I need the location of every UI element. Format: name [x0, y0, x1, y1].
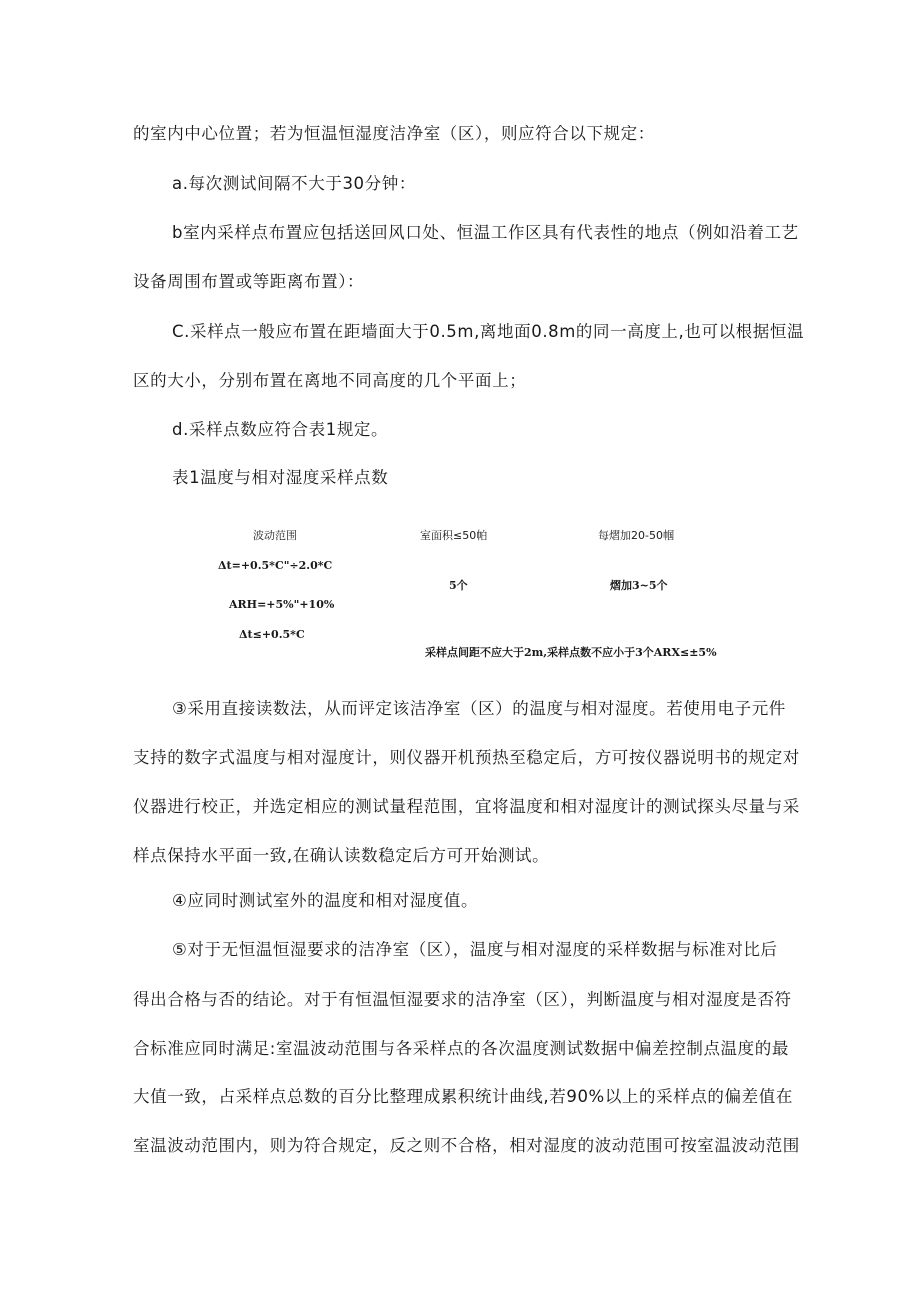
section-5-line2: 得出合格与否的结论。对于有恒温恒湿要求的洁净室（区），判断温度与相对湿度是否符: [133, 990, 792, 1009]
section-5-line1: ⑤对于无恒温恒湿要求的洁净室（区），温度与相对湿度的采样数据与标准对比后: [172, 940, 778, 959]
section-5-line5: 室温波动范围内，则为符合规定，反之则不合格，相对湿度的波动范围可按室温波动范围: [133, 1136, 800, 1155]
table-count-row1: 5个: [449, 579, 468, 592]
table-title: 表1温度与相对湿度采样点数: [172, 468, 389, 487]
table-header-range: 波动范围: [253, 529, 297, 542]
paragraph-intro: 的室内中心位置；若为恒温恒湿度洁净室（区），则应符合以下规定：: [133, 124, 655, 143]
table-range-row1: Δt=+0.5*C"÷2.0*C: [218, 559, 333, 572]
rule-b-line2: 设备周围布置或等距离布置）：: [133, 272, 365, 291]
rule-a: a.每次测试间隔不大于30分钟：: [172, 174, 416, 193]
section-3-line1: ③采用直接读数法，从而评定该洁净室（区）的温度与相对湿度。若使用电子元件: [172, 699, 786, 718]
table-note-row3: 采样点间距不应大于2m,采样点数不应小于3个ARX≤±5%: [425, 646, 717, 659]
rule-c-line1: C.采样点一般应布置在距墙面大于0.5m,离地面0.8m的同一高度上,也可以根据恒温: [172, 322, 805, 341]
table-range-row2: ARH=+5%"+10%: [229, 598, 335, 611]
table-add-row1: 熠加3~5个: [610, 579, 668, 592]
rule-c-line2: 区的大小，分别布置在离地不同高度的几个平面上；: [133, 371, 527, 390]
section-5-line3: 合标准应同时满足:室温波动范围与各采样点的各次温度测试数据中偏差控制点温度的最: [133, 1039, 789, 1058]
section-3-line2: 支持的数字式温度与相对湿度计，则仪器开机预热至稳定后，方可按仪器说明书的规定对: [133, 748, 800, 767]
rule-b-line1: b室内采样点布置应包括送回风口处、恒温工作区具有代表性的地点（例如沿着工艺: [172, 223, 799, 242]
table-header-increment: 每熠加20-50帼: [598, 529, 674, 542]
rule-d: d.采样点数应符合表1规定。: [172, 420, 389, 439]
section-4: ④应同时测试室外的温度和相对湿度值。: [172, 891, 479, 910]
section-3-line3: 仪器进行校正，并选定相应的测试量程范围，宜将温度和相对湿度计的测试探头尽量与采: [133, 797, 800, 816]
section-5-line4: 大值一致，占采样点总数的百分比整理成累积统计曲线,若90%以上的采样点的偏差值在: [133, 1087, 793, 1106]
table-header-area: 室面积≤50帕: [420, 529, 488, 542]
table-range-row3: Δt≤+0.5*C: [239, 628, 305, 641]
section-3-line4: 样点保持水平面一致,在确认读数稳定后方可开始测试。: [133, 846, 550, 865]
